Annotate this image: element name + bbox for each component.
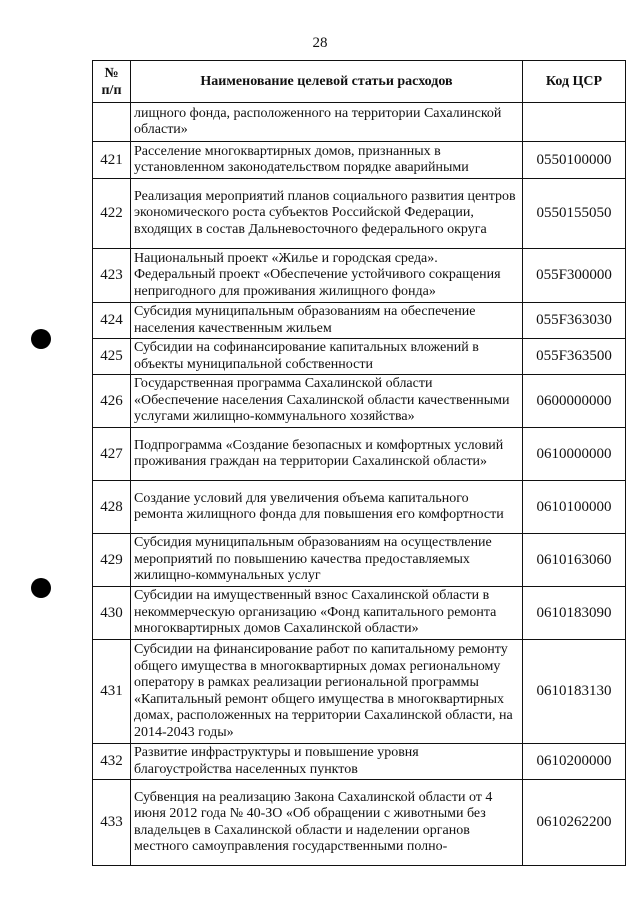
row-name: Субсидия муниципальным образованиям на осуществление мероприятий по повышению качества предоставляемых жилищно-коммунальных услуг bbox=[131, 534, 523, 587]
binder-hole-top bbox=[31, 329, 51, 349]
row-name: Создание условий для увеличения объема капитального ремонта жилищного фонда для повышения его комфортности bbox=[131, 481, 523, 534]
row-number: 430 bbox=[93, 587, 131, 640]
row-number: 431 bbox=[93, 640, 131, 744]
row-code: 0610000000 bbox=[523, 428, 626, 481]
row-name: Субсидии на софинансирование капитальных вложений в объекты муниципальной собственности bbox=[131, 339, 523, 375]
table-row bbox=[93, 534, 626, 587]
row-code: 055F363500 bbox=[523, 339, 626, 375]
row-name: Государственная программа Сахалинской области «Обеспечение населения Сахалинской области качественными услугами жилищно-коммунального хозяйства» bbox=[131, 375, 523, 428]
table-header-row bbox=[93, 61, 626, 103]
table-row bbox=[93, 303, 626, 339]
row-name: Субсидии на финансирование работ по капитальному ремонту общего имущества в многоквартирных домах региональному оператору в рамках реализации региональной программы «Капитальный ремонт общего имущества в многоквартирных домах, расположенных на территории Сахалинской области, на 2014-2043 годы» bbox=[131, 640, 523, 744]
row-number: 424 bbox=[93, 303, 131, 339]
row-code: 0610200000 bbox=[523, 744, 626, 780]
table-row bbox=[93, 428, 626, 481]
binder-hole-bottom bbox=[31, 578, 51, 598]
table-row bbox=[93, 481, 626, 534]
header-num: № п/п bbox=[93, 61, 131, 103]
row-code: 0610262200 bbox=[523, 780, 626, 866]
row-code: 0610163060 bbox=[523, 534, 626, 587]
budget-classification-table bbox=[92, 60, 626, 866]
row-code: 0550100000 bbox=[523, 142, 626, 179]
row-number: 423 bbox=[93, 249, 131, 303]
header-code: Код ЦСР bbox=[523, 61, 626, 103]
header-name: Наименование целевой статьи расходов bbox=[131, 61, 523, 103]
row-code: 0550155050 bbox=[523, 179, 626, 249]
row-number: 432 bbox=[93, 744, 131, 780]
table-row bbox=[93, 780, 626, 866]
row-code: 0610183090 bbox=[523, 587, 626, 640]
row-code bbox=[523, 103, 626, 142]
row-number: 422 bbox=[93, 179, 131, 249]
row-number: 427 bbox=[93, 428, 131, 481]
row-number: 426 bbox=[93, 375, 131, 428]
row-name: Развитие инфраструктуры и повышение уровня благоустройства населенных пунктов bbox=[131, 744, 523, 780]
row-name: Подпрограмма «Создание безопасных и комфортных условий проживания граждан на территории Сахалинской области» bbox=[131, 428, 523, 481]
row-name: Реализация мероприятий планов социального развития центров экономического роста субъектов Российской Федерации, входящих в состав Дальневосточного федерального округа bbox=[131, 179, 523, 249]
row-number: 421 bbox=[93, 142, 131, 179]
row-name: Субсидии на имущественный взнос Сахалинской области в некоммерческую организацию «Фонд капитального ремонта многоквартирных домов Сахалинской области» bbox=[131, 587, 523, 640]
row-name: Субсидия муниципальным образованиям на обеспечение населения качественным жильем bbox=[131, 303, 523, 339]
row-name: лищного фонда, расположенного на территории Сахалинской области» bbox=[131, 103, 523, 142]
row-number: 429 bbox=[93, 534, 131, 587]
row-code: 055F300000 bbox=[523, 249, 626, 303]
table-row bbox=[93, 339, 626, 375]
page-number: 28 bbox=[312, 35, 328, 51]
row-code: 0610183130 bbox=[523, 640, 626, 744]
row-name: Национальный проект «Жилье и городская среда». Федеральный проект «Обеспечение устойчивого сокращения непригодного для проживания жилищного фонда» bbox=[131, 249, 523, 303]
row-name: Субвенция на реализацию Закона Сахалинской области от 4 июня 2012 года № 40-ЗО «Об обращении с животными без владельцев в Сахалинской области и наделении органов местного самоуправления государственными полно- bbox=[131, 780, 523, 866]
table-row bbox=[93, 640, 626, 744]
table-row bbox=[93, 249, 626, 303]
table-row bbox=[93, 375, 626, 428]
row-number: 425 bbox=[93, 339, 131, 375]
row-code: 0610100000 bbox=[523, 481, 626, 534]
row-number: 428 bbox=[93, 481, 131, 534]
table-row bbox=[93, 142, 626, 179]
table-row bbox=[93, 744, 626, 780]
row-code: 055F363030 bbox=[523, 303, 626, 339]
table-row bbox=[93, 103, 626, 142]
table-row bbox=[93, 179, 626, 249]
table-row bbox=[93, 587, 626, 640]
row-number bbox=[93, 103, 131, 142]
row-name: Расселение многоквартирных домов, признанных в установленном законодательством порядке аварийными bbox=[131, 142, 523, 179]
row-number: 433 bbox=[93, 780, 131, 866]
row-code: 0600000000 bbox=[523, 375, 626, 428]
